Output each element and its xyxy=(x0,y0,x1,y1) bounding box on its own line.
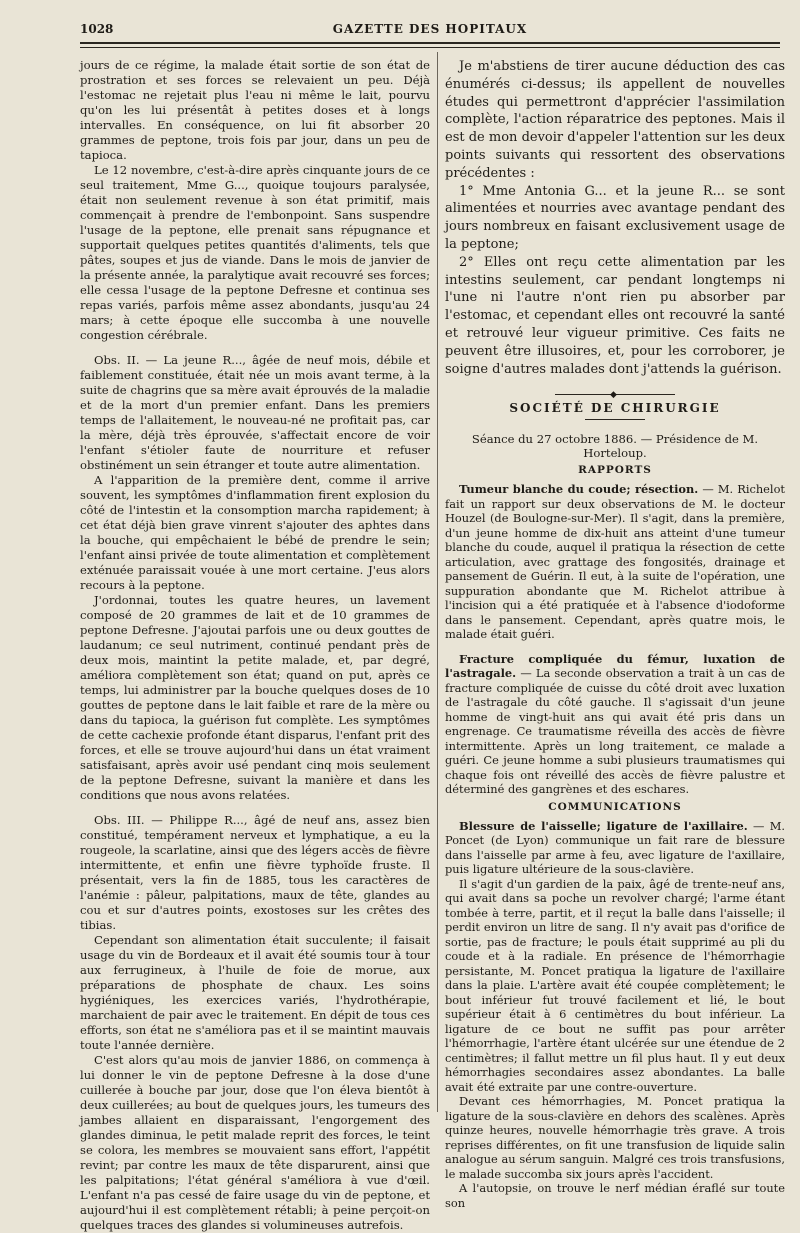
page-header xyxy=(80,22,780,42)
paragraph: 1° Mme Antonia G... et la jeune R... se sont alimentées et nourries avec avantage pendant des jours nombreux en faisant exclusivement usage de la peptone; xyxy=(445,183,785,252)
paragraph: jours de ce régime, la malade était sortie de son état de prostration et ses forces se relevaient un peu. Déjà l'estomac ne rejetait plus l'eau ni même le lait, pourvu qu'on les lui présentât à petites doses et à longs intervalles. En conséquence, on lui fit absorber 20 grammes de peptone, trois fois par jour, dans un peu de tapioca. xyxy=(80,58,430,162)
report-text: — La seconde observation a trait à un cas de fracture compliquée de cuisse du côté droit avec luxation de l'astragale du côté gauche. Il s'agissait d'un jeune homme de vingt-huit ans qui avait été pris dans un engrenage. Ce traumatisme réveilla des accès de fièvre intermittente. Après un long traitement, ce malade a guéri. Ce jeune homme a subi plusieurs traumatismes qui chaque fois ont réveillé des accès de fièvre palustre et déterminé des gangrènes et des eschares. xyxy=(445,666,785,797)
paragraph: J'ordonnai, toutes les quatre heures, un lavement composé de 20 grammes de lait et de 10 grammes de peptone Defresne. J'ajoutai parfois une ou deux gouttes de laudanum; ce seul nutriment, continué pendant près de deux mois, maintint la petite malade, et, par degré, améliora complètement son état; quand on put, après ce temps, lui administrer par la bouche quelques doses de 10 gouttes de peptone dans le lait faible et rare de la mère ou dans du tapioca, la guérison fut complète. Les symptômes de cette cachexie profonde étant disparus, l'enfant prit des forces, et elle se trouve aujourd'hui dans un état vraiment satisfaisant, après avoir usé pendant cinq mois seulement de la peptone Defresne, suivant la manière et dans les conditions que nous avons relatées. xyxy=(80,593,430,802)
header-rule-thick xyxy=(80,42,780,44)
paragraph: C'est alors qu'au mois de janvier 1886, on commença à lui donner le vin de peptone Defresne à la dose d'une cuillerée à bouche par jour, dose que l'on éleva bientôt à deux cuillerées; au bout de quelques jours, les tumeurs des jambes allaient en disparaissant, l'engorgement des glandes diminua, le petit malade reprit des forces, le teint se colora, les membres se mouvaient sans effort, l'appétit revint; par contre les maux de tête disparurent, ainsi que les palpitations; l'état général s'améliora à vue d'œil. L'enfant n'a pas cessé de faire usage du vin de peptone, et aujourd'hui il est complètement rétabli; à peine perçoit-on quelques traces des glandes si volumineuses autrefois. xyxy=(80,1053,430,1232)
paragraph: Le 12 novembre, c'est-à-dire après cinquante jours de ce seul traitement, Mme G..., quoique toujours paralysée, était non seulement revenue à son état primitif, mais commençait à prendre de l'embonpoint. Sans suspendre l'usage de la peptone, elle prenait sans répugnance et supportait quelques petites quantités d'aliments, tels que pâtes, soupes et jus de viande. Dans le mois de janvier de la présente année, la paralytique avait recouvré ses forces; elle cessa l'usage de la peptone Defresne et continua ses repas variés, parfois même assez abondants, jusqu'au 24 mars; à cette époque elle succomba à une nouvelle congestion cérébrale. xyxy=(80,163,430,342)
communication-paragraph xyxy=(445,819,785,877)
report-title: Fracture compliquée du fémur, luxation de l'astragale. xyxy=(445,651,785,681)
paragraph: Il s'agit d'un gardien de la paix, âgé de trente-neuf ans, qui avait dans sa poche un revolver chargé; l'arme étant tombée à terre, partit, et il reçut la balle dans l'aisselle; il perdit environ un litre de sang. Il n'y avait pas d'orifice de sortie, pas de fracture; le pouls était supprimé au pli du coude et à la radiale. En présence de l'hémorrhagie persistante, M. Poncet pratiqua la ligature de l'axillaire dans la plaie. L'artère avait été coupée complètement; le bout inférieur fut trouvé facilement et lié, le bout supérieur était à 6 centimètres du bout inférieur. La ligature de ce bout ne suffit pas pour arrêter l'hémorrhagie, l'artère étant ulcérée sur une étendue de 2 centimètres; il fallut mettre un fil plus haut. Il y eut deux hémorrhagies secondaires assez abondantes. La balle avait été extraite par une contre-ouverture. xyxy=(445,876,785,1094)
divider-ornament: ◆ xyxy=(610,390,617,401)
seance-line: Séance du 27 octobre 1886. — Présidence de M. Horteloup. xyxy=(471,432,759,461)
communication-title: Blessure de l'aisselle; ligature de l'axillaire. xyxy=(459,818,748,833)
header-rule-thin xyxy=(80,47,780,48)
report-text: — M. Richelot fait un rapport sur deux observations de M. le docteur Houzel (de Boulogne-sur-Mer). Il s'agit, dans la première, d'un jeune homme de dix-huit ans atteint d'une tumeur blanche du coude, auquel il pratiqua la résection de cette articulation, avec grattage des fongosités, drainage et pansement de Guérin. Il eut, à la suite de l'opération, une suppuration abondante que M. Richelot attribue à l'incision qui a été pratiquée et à l'absence d'iodoforme dans le pansement. Cependant, après quatre mois, le malade était guéri. xyxy=(445,482,786,642)
section-divider xyxy=(555,390,675,401)
page-number: 1028 xyxy=(80,22,114,36)
paragraph: A l'apparition de la première dent, comme il arrive souvent, les symptômes d'inflammation firent explosion du côté de l'intestin et la consomption marcha rapidement; à cet état déjà bien grave vinrent s'ajouter des aphtes dans la bouche, qui empêchaient le bébé de prendre le sein; l'enfant ainsi privée de toute alimentation et complètement exténuée paraissait vouée à une mort certaine. J'eus alors recours à la peptone. xyxy=(80,473,430,592)
subheading-communications: COMMUNICATIONS xyxy=(548,800,682,813)
report-title: Tumeur blanche du coude; résection. xyxy=(459,482,699,497)
paragraph: Je m'abstiens de tirer aucune déduction des cas énumérés ci-dessus; ils appellent de nouvelles études qui permettront d'apprécier l'assimilation complète, l'action réparatrice des peptones. Mais il est de mon devoir d'appeler l'attention sur les deux points suivants qui ressortent des observations précédentes : xyxy=(445,59,785,181)
section-title: SOCIÉTÉ DE CHIRURGIE xyxy=(509,401,721,416)
column-divider xyxy=(437,52,438,1112)
report-paragraph xyxy=(445,652,785,797)
left-column xyxy=(80,58,430,1233)
report-paragraph xyxy=(445,482,785,642)
paragraph: 2° Elles ont reçu cette alimentation par les intestins seulement, car pendant longtemps ni l'une ni l'autre n'ont rien pu absorber par l'estomac, et cependant elles ont recouvré la santé et retrouvé leur vigueur primitive. Ces faits ne peuvent être illusoires, et, pour les corroborer, je soigne d'autres malades dont j'attends la guérison. xyxy=(445,254,785,377)
journal-title: GAZETTE DES HOPITAUX xyxy=(332,22,528,36)
section-title-rule xyxy=(585,419,645,420)
right-column xyxy=(445,58,785,1210)
paragraph: A l'autopsie, on trouve le nerf médian éraflé sur toute son xyxy=(445,1181,785,1210)
subheading-rapports: RAPPORTS xyxy=(578,464,652,477)
observation-2-paragraph: Obs. II. — La jeune R..., âgée de neuf mois, débile et faiblement constituée, était née un mois avant terme, à la suite de chagrins que sa mère avait éprouvés de la maladie et de la mort d'un premier enfant. Dans les premiers temps de l'allaitement, le nouveau-né ne profitait pas, car la mère, déjà très éprouvée, s'affectait encore de voir l'enfant s'étioler faute de nourriture et refuser obstinément un sein étranger et toute autre alimentation. xyxy=(80,353,430,472)
communication-text: — M. Poncet (de Lyon) communique un fait rare de blessure dans l'aisselle par arme à feu, avec ligature de l'axillaire, puis ligature ultérieure de la sous-clavière. xyxy=(445,818,785,877)
observation-3-paragraph: Obs. III. — Philippe R..., âgé de neuf ans, assez bien constitué, tempérament nerveux et lymphatique, a eu la rougeole, la scarlatine, ainsi que des légers accès de fièvre intermittente, et enfin une fièvre typhoïde fruste. Il présentait, vers la fin de 1885, tous les caractères de l'anémie : pâleur, palpitations, maux de tête, glandes au cou et sur d'autres points, exostoses sur les crêtes des tibias. xyxy=(80,813,430,932)
paragraph: Devant ces hémorrhagies, M. Poncet pratiqua la ligature de la sous-clavière en dehors des scalènes. Après quinze heures, nouvelle hémorrhagie très grave. A trois reprises différentes, on fit une transfusion de liquide salin analogue au sérum sanguin. Malgré ces trois transfusions, le malade succomba six jours après l'accident. xyxy=(445,1094,785,1181)
paragraph: Cependant son alimentation était succulente; il faisait usage du vin de Bordeaux et il avait été soumis tour à tour aux ferrugineux, à l'huile de foie de morue, aux préparations de phosphate de chaux. Les soins hygiéniques, les exercices variés, l'hydrothérapie, marchaient de pair avec le traitement. En dépit de tous ces efforts, son état ne s'améliora pas et il se maintint mauvais toute l'année dernière. xyxy=(80,933,430,1052)
